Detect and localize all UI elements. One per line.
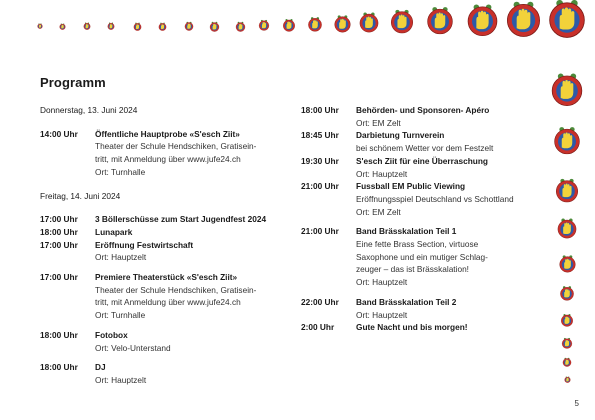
program-entry	[301, 129, 541, 154]
clock-badge-icon	[83, 22, 91, 30]
program-entry	[40, 329, 290, 354]
page-title: Programm	[40, 75, 106, 90]
entry-time: 18:00 Uhr	[40, 329, 78, 340]
program-entry	[40, 213, 290, 226]
entry-title: Darbietung Turnverein	[356, 130, 445, 141]
entry-time: 18:00 Uhr	[40, 362, 78, 373]
program-entry	[40, 361, 290, 386]
entry-time: 2:00 Uhr	[301, 322, 335, 333]
entry-detail: Ort: Turnhalle	[95, 166, 146, 177]
entry-time: 21:00 Uhr	[301, 226, 339, 237]
entry-detail: Ort: Hauptzelt	[95, 374, 147, 385]
entry-title: S'esch Ziit für eine Überraschung	[356, 155, 488, 166]
clock-badge-icon	[389, 8, 415, 34]
entry-detail: tritt, mit Anmeldung über www.jufe24.ch	[95, 154, 241, 165]
clock-badge-icon	[333, 14, 352, 33]
clock-badge-icon	[556, 217, 578, 239]
entry-title: Fussball EM Public Viewing	[356, 181, 466, 192]
entry-time: 21:00 Uhr	[301, 181, 339, 192]
day-heading-thursday: Donnerstag, 13. Juni 2024	[40, 105, 138, 115]
clock-badge-icon	[546, 0, 588, 39]
clock-badge-icon	[559, 285, 575, 301]
entry-title: Eröffnung Festwirtschaft	[95, 239, 194, 250]
program-entry	[301, 321, 541, 334]
entry-detail: Ort: Turnhalle	[95, 310, 146, 321]
entry-title: Band Brässkalation Teil 1	[356, 226, 457, 237]
program-entry	[301, 180, 541, 218]
day-heading-friday: Freitag, 14. Juni 2024	[40, 190, 121, 201]
program-entry	[301, 296, 541, 321]
entry-detail: Eröffnungsspiel Deutschland vs Schottland	[356, 193, 514, 204]
clock-badge-icon	[562, 357, 572, 367]
entry-detail: Ort: EM Zelt	[356, 117, 401, 128]
entry-time: 18:00 Uhr	[40, 226, 78, 237]
entry-time: 14:00 Uhr	[40, 128, 78, 139]
clock-badge-icon	[184, 21, 194, 31]
program-entry	[301, 225, 541, 289]
program-left-column	[40, 104, 290, 387]
entry-title: Band Brässkalation Teil 2	[356, 296, 457, 307]
clock-badge-icon	[235, 21, 246, 32]
clock-badge-icon	[37, 23, 43, 29]
program-entry	[301, 104, 541, 129]
clock-badge-icon	[158, 22, 167, 31]
entry-detail: Ort: Hauptzelt	[356, 168, 408, 179]
entry-title: 3 Böllerschüsse zum Start Jugendfest 2024	[95, 214, 267, 225]
clock-badge-icon	[282, 18, 296, 32]
clock-badge-icon	[465, 2, 500, 37]
entry-detail: Theater der Schule Hendschiken, Gratisein-	[95, 284, 257, 295]
clock-badge-icon	[560, 313, 574, 327]
page-number: 5	[574, 399, 579, 408]
clock-badge-icon	[425, 5, 455, 35]
clock-badge-icon	[133, 22, 142, 31]
entry-title: Lunapark	[95, 226, 133, 237]
entry-time: 18:45 Uhr	[301, 130, 339, 141]
entry-detail: Ort: EM Zelt	[356, 206, 401, 217]
entry-detail: Eine fette Brass Section, virtuose	[356, 239, 479, 250]
program-entry	[40, 226, 290, 239]
clock-badge-icon	[554, 177, 580, 203]
entry-time: 18:00 Uhr	[301, 105, 339, 115]
entry-detail: Theater der Schule Hendschiken, Gratisein-	[95, 141, 257, 152]
clock-badge-icon	[358, 11, 380, 33]
entry-time: 17:00 Uhr	[40, 239, 78, 250]
clock-badge-icon	[552, 125, 582, 155]
program-right-column	[301, 104, 541, 334]
entry-time: 17:00 Uhr	[40, 214, 78, 225]
program-entry	[301, 155, 541, 180]
entry-title: Öffentliche Hauptprobe «S'esch Ziit»	[95, 128, 240, 139]
entry-title: Gute Nacht und bis morgen!	[356, 322, 468, 333]
program-entry	[40, 271, 290, 322]
clock-badge-icon	[107, 22, 115, 30]
entry-detail: Ort: Hauptzelt	[356, 309, 408, 320]
entry-time: 19:30 Uhr	[301, 155, 339, 166]
entry-detail: Ort: Hauptzelt	[95, 252, 147, 263]
entry-title: Premiere Theaterstück «S'esch Ziit»	[95, 272, 238, 283]
program-entry	[40, 128, 290, 179]
entry-title: DJ	[95, 362, 106, 373]
entry-detail: bei schönem Wetter vor dem Festzelt	[356, 143, 494, 154]
clock-badge-icon	[558, 254, 577, 273]
entry-detail: Ort: Velo-Unterstand	[95, 342, 171, 353]
entry-time: 22:00 Uhr	[301, 296, 339, 307]
clock-badge-icon	[307, 16, 323, 32]
clock-badge-icon	[504, 0, 543, 38]
clock-badge-icon	[564, 376, 571, 383]
program-entry	[40, 239, 290, 264]
entry-title: Behörden- und Sponsoren- Apéro	[356, 105, 490, 115]
clock-badge-icon	[561, 337, 573, 349]
clock-badge-icon	[209, 21, 220, 32]
entry-detail: zeuger – das ist Brässkalation!	[356, 264, 469, 275]
clock-badge-icon	[549, 71, 585, 107]
entry-detail: Ort: Hauptzelt	[356, 277, 408, 288]
clock-badge-icon	[59, 23, 66, 30]
entry-time: 17:00 Uhr	[40, 272, 78, 283]
entry-title: Fotobox	[95, 329, 128, 340]
clock-badge-icon	[258, 19, 270, 31]
entry-detail: tritt, mit Anmeldung über www.jufe24.ch	[95, 297, 241, 308]
entry-detail: Saxophone und ein mutiger Schlag-	[356, 251, 488, 262]
